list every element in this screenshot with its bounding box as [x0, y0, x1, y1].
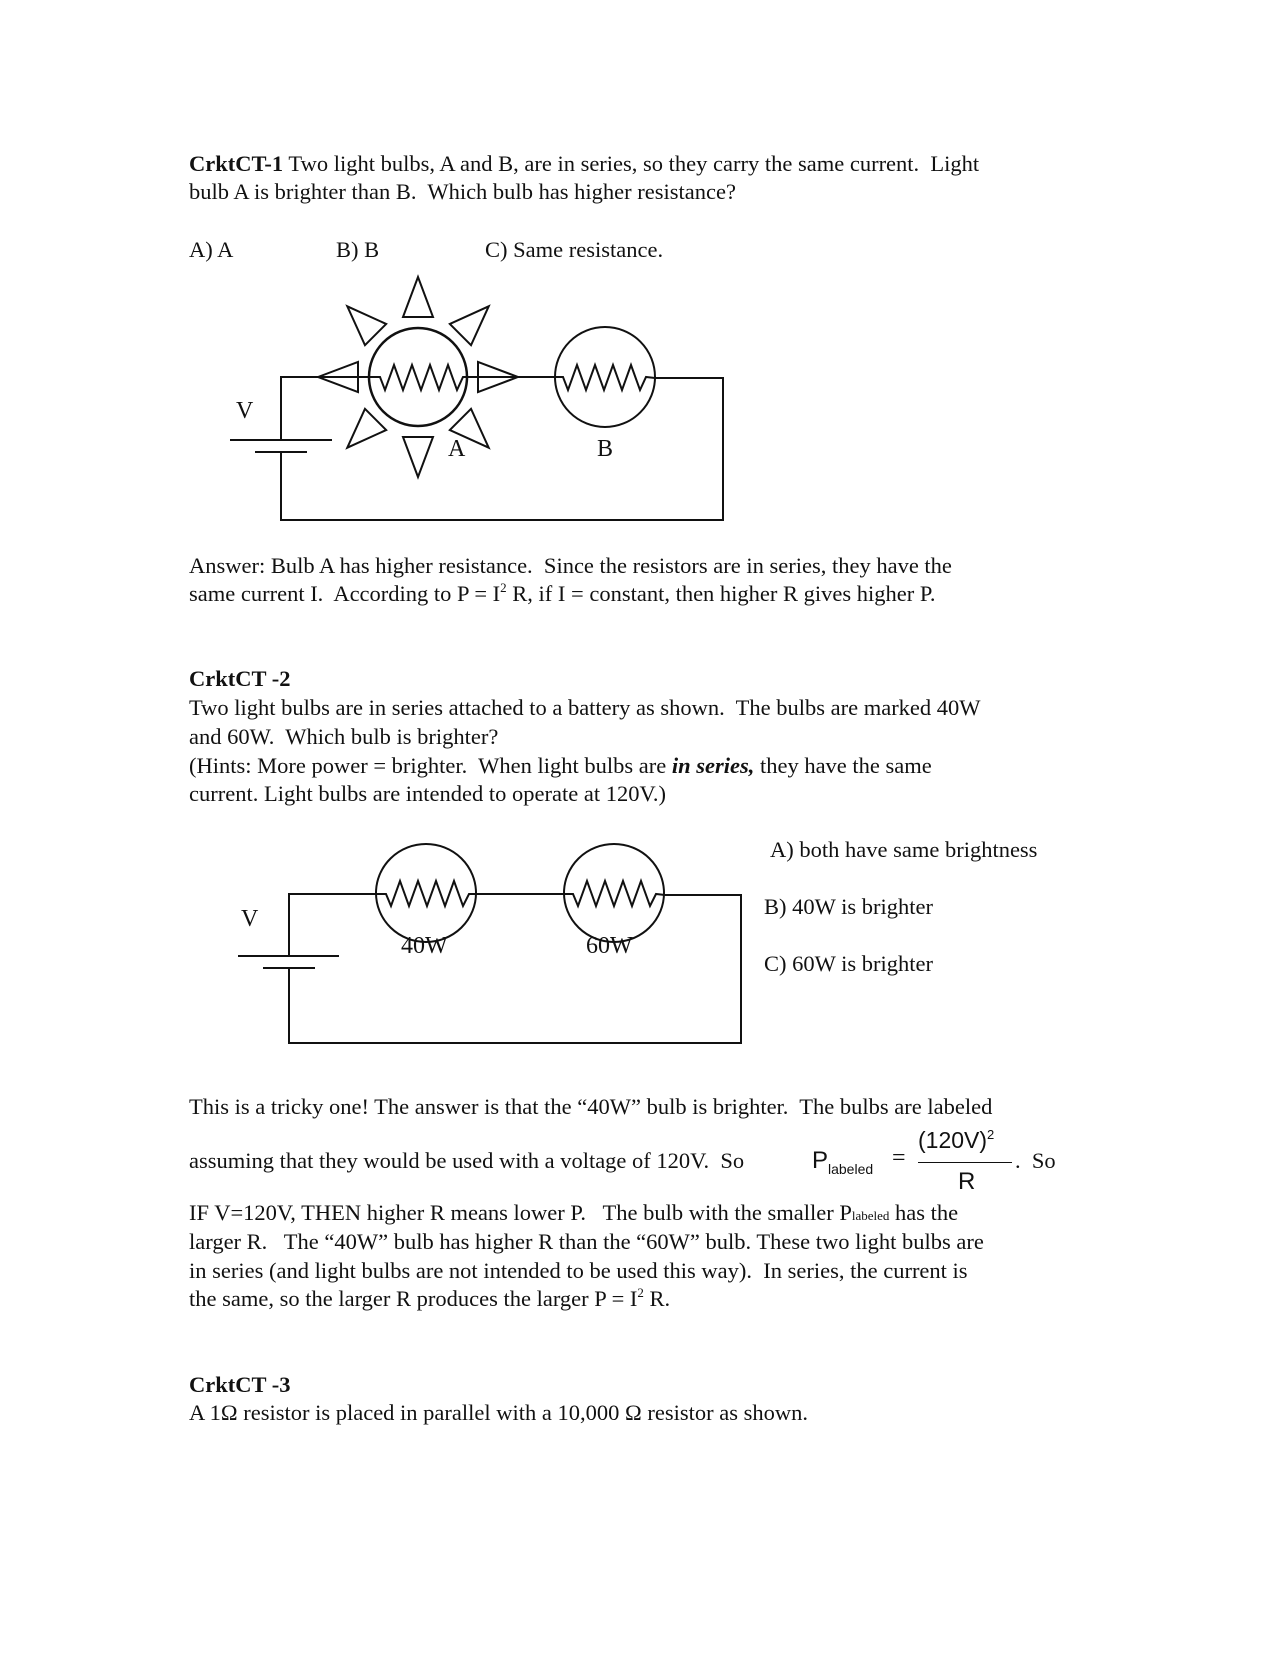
light-ray-icon — [403, 437, 433, 477]
circuit-1 — [230, 277, 723, 520]
light-ray-icon — [403, 277, 433, 317]
q1-text: Two light bulbs, A and B, are in series, so they carry the same current. Light — [283, 151, 980, 176]
q2-option-b: B) 40W is brighter — [764, 894, 933, 919]
bulb-40w — [376, 844, 476, 942]
resistor-40w — [376, 881, 476, 906]
explanation-line-1: This is a tricky one! The answer is that the “40W” bulb is brighter. The bulbs are labeled — [189, 1094, 993, 1119]
circuit-2-wire — [289, 894, 376, 956]
q1-option-b: B) B — [336, 237, 380, 262]
explanation-line-5: in series (and light bulbs are not intended to be used this way). In series, the current is — [189, 1258, 968, 1283]
q2-line-1: Two light bulbs are in series attached to a battery as shown. The bulbs are marked 40W — [189, 695, 981, 720]
explanation-line-2-end: . So — [1015, 1148, 1056, 1173]
explanation-line-6: the same, so the larger R produces the larger $P = I^2$ R. — [189, 1285, 671, 1311]
bulb-a-label: A — [448, 436, 466, 462]
q1-title: CrktCT-1 — [189, 151, 284, 176]
voltage-label: V — [236, 398, 254, 424]
q1-answer-line-1: Answer: Bulb A has higher resistance. Since the resistors are in series, they have the — [189, 553, 952, 578]
explanation-line-3: IF V=120V, THEN higher R means lower P. The bulb with the smaller Plabeled has the — [189, 1200, 959, 1225]
explanation-line-2: assuming that they would be used with a voltage of 120V. So — [189, 1148, 750, 1173]
formula-equals: = — [892, 1145, 906, 1171]
explanation-line-4: larger R. The “40W” bulb has higher R than the “60W” bulb. These two light bulbs are — [189, 1229, 984, 1254]
bulb-40w-label: 40W — [401, 933, 448, 959]
q1-answer-line-2: same current I. According to $P = I^2$ R, if I = constant, then higher R gives higher P. — [189, 580, 936, 606]
q1-option-c: C) Same resistance. — [485, 237, 664, 262]
resistor-a — [370, 365, 466, 390]
bulb-b — [555, 327, 655, 427]
circuit-2 — [238, 844, 741, 1043]
q3-title: CrktCT -3 — [189, 1372, 291, 1397]
light-ray-icon — [450, 306, 489, 345]
q2-title: CrktCT -2 — [189, 666, 291, 691]
bulb-b-label: B — [597, 436, 614, 462]
resistor-b — [555, 365, 655, 390]
circuit-1-wire-bottom — [281, 378, 723, 520]
formula-numerator: $(120V)^2$ — [918, 1127, 995, 1153]
circuit-1-wire — [281, 377, 370, 440]
light-ray-icon — [347, 306, 386, 345]
q1-option-a: A) A — [189, 237, 234, 262]
light-ray-icon — [347, 409, 386, 448]
voltage-label: V — [241, 906, 259, 932]
q3-line-1: A 1Ω resistor is placed in parallel with a 10,000 Ω resistor as shown. — [189, 1400, 808, 1425]
formula-denominator: R — [958, 1168, 976, 1195]
resistor-60w — [564, 881, 665, 906]
bulb-60w-label: 60W — [586, 933, 633, 959]
q2-option-c: C) 60W is brighter — [764, 951, 933, 976]
q2-line-3: (Hints: More power = brighter. When light bulbs are in series, they have the same — [189, 753, 932, 778]
q2-option-a: A) both have same brightness — [770, 837, 1038, 862]
formula-p: P — [812, 1147, 829, 1174]
circuit-2-wire-bottom — [289, 895, 741, 1043]
q1-line-2: bulb A is brighter than B. Which bulb has higher resistance? — [189, 179, 736, 204]
q2-line-2: and 60W. Which bulb is brighter? — [189, 724, 499, 749]
formula-subscript: labeled — [828, 1161, 874, 1177]
q2-line-4: current. Light bulbs are intended to operate at 120V.) — [189, 781, 666, 806]
bulb-60w — [564, 844, 664, 942]
fraction-bar — [918, 1162, 1012, 1163]
